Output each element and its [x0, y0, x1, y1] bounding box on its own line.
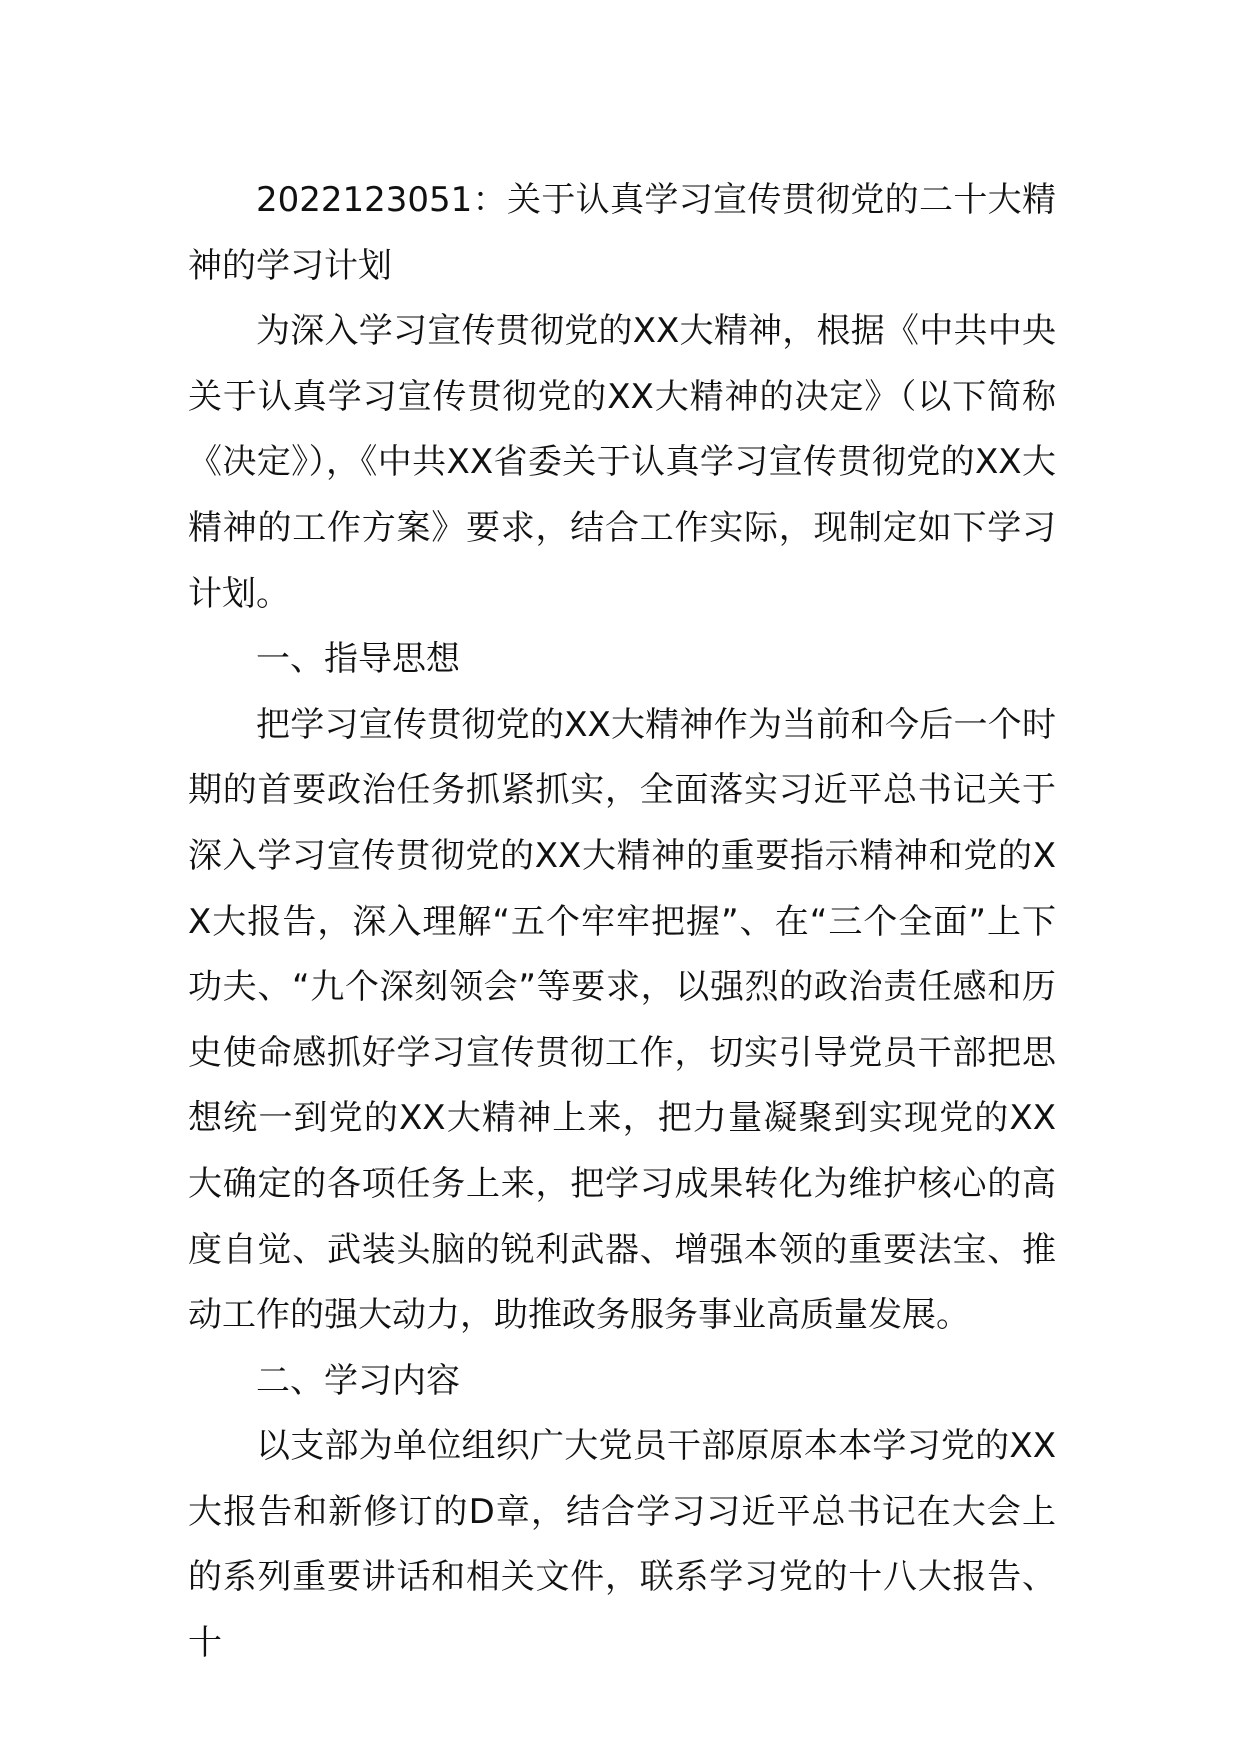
intro-paragraph: 为深入学习宣传贯彻党的XX大精神，根据《中共中央关于认真学习宣传贯彻党的XX大精神的决定》（以下简称《决定》），《中共XX省委关于认真学习宣传贯彻党的XX大精神的工作方案》要求，结合工作实际，现制定如下学习计划。	[188, 311, 1056, 614]
study-content-paragraph: 以支部为单位组织广大党员干部原原本本学习党的XX大报告和新修订的D章，结合学习习近平总书记在大会上的系列重要讲话和相关文件，联系学习党的十八大报告、十	[188, 1426, 1056, 1664]
guiding-ideology-paragraph: 把学习宣传贯彻党的XX大精神作为当前和今后一个时期的首要政治任务抓紧抓实，全面落实习近平总书记关于深入学习宣传贯彻党的XX大精神的重要指示精神和党的XX大报告，深入理解“五个牢牢把握”、在“三个全面”上下功夫、“九个深刻领会”等要求，以强烈的政治责任感和历史使命感抓好学习宣传贯彻工作，切实引导党员干部把思想统一到党的XX大精神上来，把力量凝聚到实现党的XX大确定的各项任务上来，把学习成果转化为维护核心的高度自觉、武装头脑的锐利武器、增强本领的重要法宝、推动工作的强大动力，助推政务服务事业高质量发展。	[188, 704, 1056, 1336]
document-body	[188, 168, 1056, 1677]
section-heading-study-content: 二、学习内容	[256, 1360, 460, 1401]
section-heading-guiding-ideology: 一、指导思想	[256, 639, 460, 680]
document-title: 2022123051：关于认真学习宣传贯彻党的二十大精神的学习计划	[188, 180, 1056, 286]
